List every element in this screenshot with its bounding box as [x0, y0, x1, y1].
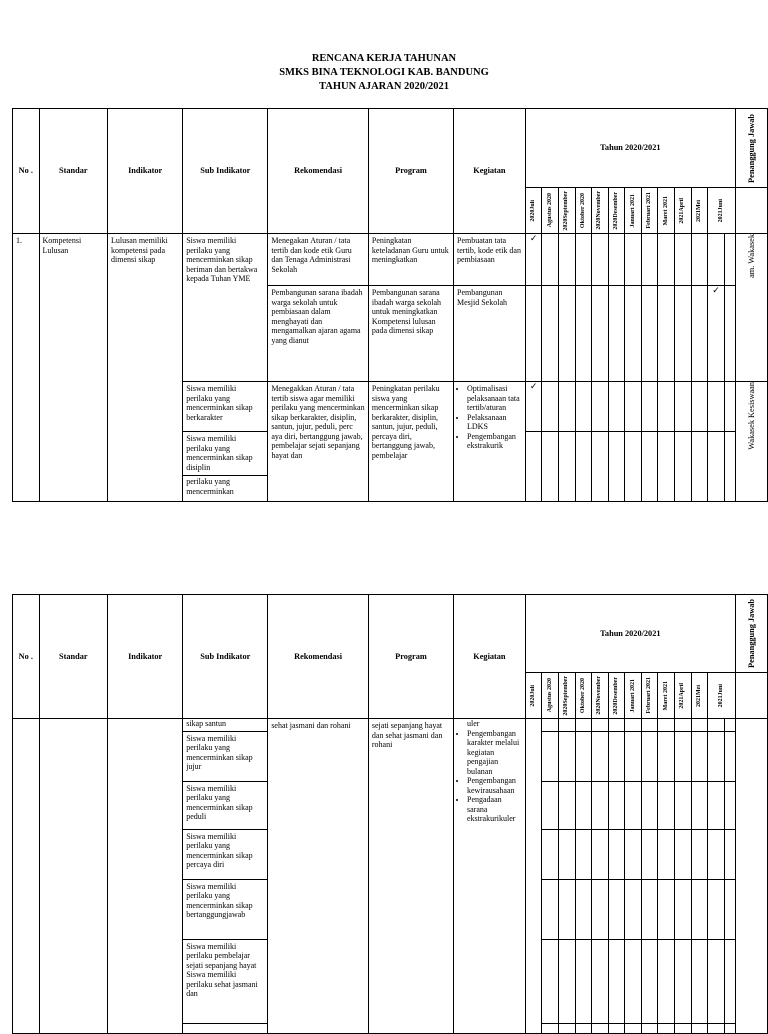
cell-no: 1. [13, 234, 40, 502]
check-mark: ✓ [708, 286, 725, 382]
header-rekomendasi: Rekomendasi [268, 595, 369, 719]
header-standar: Standar [39, 595, 108, 719]
cell-sub-indikator: Siswa memiliki perilaku yang mencerminkan sikap percaya diri [183, 829, 268, 879]
month-header: 2021Juni [718, 198, 725, 223]
cell-sub-indikator [183, 432, 268, 502]
kegiatan-continued: uler [467, 719, 480, 728]
header-standar: Standar [39, 109, 108, 234]
kegiatan-item: • Pengembangan ekstrakurik [467, 432, 522, 451]
header-sub-indikator: Sub Indikator [183, 595, 268, 719]
month-header: 2020Desember [613, 676, 620, 715]
kegiatan-item: • Pengembangan kewirausahaan [467, 776, 522, 795]
work-plan-table-page1 [12, 108, 768, 502]
cell-indikator: Lulusan memiliki kompetensi pada dimensi sikap [108, 234, 183, 502]
sub-indikator-text: perilaku yang mencerminkan [183, 475, 267, 496]
kegiatan-item: • Optimalisasi pelaksanaan tata tertib/aturan [467, 384, 522, 413]
month-header: Maret 2021 [662, 195, 669, 226]
cell-program: sejati sepanjang hayat dan sehat jasmani dan rohani [368, 719, 453, 1034]
document-title [0, 52, 768, 94]
month-header: 2020Juli [530, 684, 537, 707]
cell-sub-indikator: Siswa memiliki perilaku yang mencerminkan sikap peduli [183, 781, 268, 829]
header-tahun: Tahun 2020/2021 [525, 109, 735, 188]
cell-kegiatan: Pembangunan Mesjid Sekolah [454, 286, 526, 382]
cell-program: Peningkatan perilaku siswa yang mencerminkan sikap berkarakter, disiplin, santun, jujur, peduli, percaya diri, bertanggung jawab, pembelajar [368, 382, 453, 502]
cell-penanggung-jawab: am. Wakasek [746, 234, 756, 278]
month-header: Oktober 2020 [579, 192, 586, 229]
header-tahun: Tahun 2020/2021 [525, 595, 735, 673]
kegiatan-item: • Pengadaan sarana ekstrakurikuler [467, 795, 522, 824]
month-header: Februari 2021 [646, 192, 653, 229]
title-line-3: TAHUN AJARAN 2020/2021 [319, 81, 449, 92]
cell-kegiatan [454, 382, 526, 502]
cell-sub-indikator: sikap santun [183, 719, 268, 732]
cell-kegiatan: Pembuatan tata tertib, kode etik dan pembiasaan [454, 234, 526, 286]
header-program: Program [368, 109, 453, 234]
check-mark: ✓ [525, 234, 542, 286]
cell-standar: Kompetensi Lulusan [39, 234, 108, 502]
title-line-1: RENCANA KERJA TAHUNAN [311, 53, 457, 64]
cell-rekomendasi: Menegakkan Aturan / tata tertib siswa agar memiliki perilaku yang mencerminkan sikap berkarakter, disiplin, santun, jujur, peduli, perc aya diri, bertanggung jawab, pembelajar sejati sepanjang hayat dan [268, 382, 369, 502]
check-mark: ✓ [525, 382, 542, 432]
header-sub-indikator: Sub Indikator [183, 109, 268, 234]
cell-sub-indikator: Siswa memiliki perilaku yang mencerminkan sikap jujur [183, 731, 268, 781]
cell-penanggung-jawab: Wakasek Kesiswaan [746, 382, 756, 450]
kegiatan-item: • Pengembangan karakter melalui kegiatan pengajian bulanan [467, 729, 522, 777]
month-header: 2021Mei [695, 199, 702, 222]
cell-sub-indikator: Siswa memiliki perilaku yang mencerminkan sikap berkarakter [183, 382, 268, 432]
cell-program: Pembangunan sarana ibadah warga sekolah untuk meningkatkan Kompetensi lulusan pada dimensi sikap [368, 286, 453, 382]
header-no: No . [13, 109, 40, 234]
header-kegiatan: Kegiatan [454, 595, 526, 719]
header-indikator: Indikator [108, 109, 183, 234]
month-header: Januari 2021 [629, 193, 636, 228]
month-header: Oktober 2020 [579, 677, 586, 714]
cell-rekomendasi: Menegakan Aturan / tata tertib dan kode etik Guru dan Tenaga Administrasi Sekolah [268, 234, 369, 286]
cell-sub-indikator: Siswa memiliki perilaku pembelajar sejati sepanjang hayat Siswa memiliki perilaku sehat jasmani dan [183, 939, 268, 1023]
kegiatan-item: • Pelaksanaan LDKS [467, 413, 522, 432]
header-penanggung-jawab: Penanggung Jawab [746, 599, 756, 668]
cell-rekomendasi: sehat jasmani dan rohani [268, 719, 369, 1034]
month-header: 2021April [679, 682, 686, 709]
header-penanggung-jawab: Penanggung Jawab [746, 113, 756, 183]
month-header: 2021Juni [718, 683, 725, 708]
header-no: No . [13, 595, 40, 719]
month-header: 2020September [563, 190, 570, 231]
month-header: 2020November [596, 676, 603, 715]
month-header: 2020Juli [530, 199, 537, 222]
month-header: Agustus 2020 [546, 193, 553, 228]
month-header: 2020November [596, 191, 603, 230]
month-header: 2020Desember [613, 191, 620, 230]
header-program: Program [368, 595, 453, 719]
cell-sub-indikator: Siswa memiliki perilaku yang mencerminkan sikap bertanggungjawab [183, 879, 268, 939]
sub-indikator-text: Siswa memiliki perilaku yang mencerminkan sikap disiplin [186, 434, 253, 472]
month-header: 2020September [563, 675, 570, 716]
month-header: Januari 2021 [629, 678, 636, 713]
header-indikator: Indikator [108, 595, 183, 719]
month-header: 2021April [679, 197, 686, 224]
cell-rekomendasi: Pembangunan sarana ibadah warga sekolah untuk pembiasaan dalam menghayati dan mengamalkan ajaran agama yang dianut [268, 286, 369, 382]
month-header: Agustus 2020 [546, 678, 553, 713]
title-line-2: SMKS BINA TEKNOLOGI KAB. BANDUNG [279, 67, 489, 78]
month-header: Maret 2021 [662, 680, 669, 711]
work-plan-table-page2 [12, 594, 768, 1034]
cell-sub-indikator: Siswa memiliki perilaku yang mencerminkan sikap beriman dan bertakwa kepada Tuhan YME [183, 234, 268, 382]
month-header: 2021Mei [695, 684, 702, 707]
header-kegiatan: Kegiatan [454, 109, 526, 234]
header-rekomendasi: Rekomendasi [268, 109, 369, 234]
cell-program: Peningkatan keteladanan Guru untuk meningkatkan [368, 234, 453, 286]
month-header: Februari 2021 [646, 677, 653, 714]
cell-kegiatan [454, 719, 526, 1034]
